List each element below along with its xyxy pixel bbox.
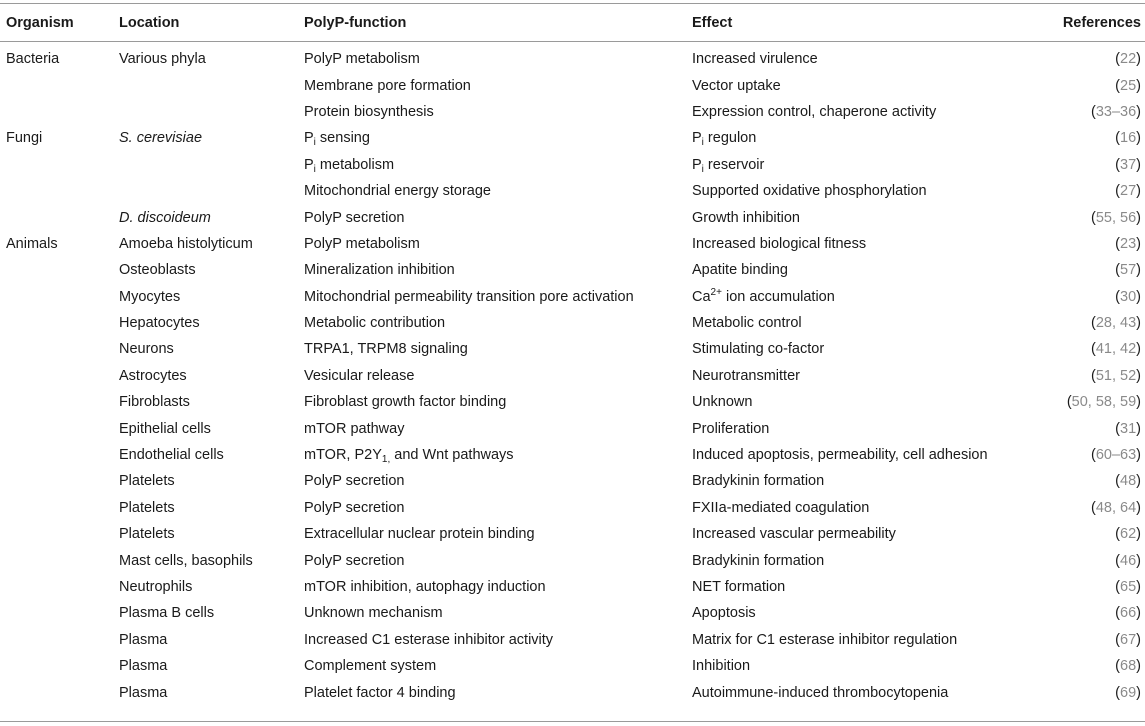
table-row (0, 72, 1145, 98)
cell-polyp-function: Fibroblast growth factor binding (304, 394, 507, 411)
cell-effect: FXIIa-mediated coagulation (692, 499, 870, 516)
cell-location: Fibroblasts (119, 394, 190, 411)
cell-location: Plasma (119, 658, 168, 675)
reference-link[interactable]: 41, 42 (1095, 341, 1137, 358)
cell-organism (0, 521, 119, 547)
cell-organism (0, 679, 119, 705)
reference-link[interactable]: 66 (1120, 605, 1137, 622)
header-organism: Organism (6, 14, 74, 31)
cell-organism: Fungi (6, 130, 43, 147)
cell-location (119, 99, 304, 125)
cell-organism (0, 99, 119, 125)
cell-polyp-function: Mitochondrial energy storage (304, 183, 491, 200)
cell-references: (50, 58, 59) (1066, 394, 1141, 411)
cell-location: D. discoideum (119, 209, 211, 226)
reference-link[interactable]: 68 (1120, 658, 1137, 675)
cell-location: Plasma (119, 631, 168, 648)
cell-polyp-function: Mineralization inhibition (304, 262, 455, 279)
cell-polyp-function: $P_i$ sensing (304, 130, 370, 149)
cell-polyp-function: Membrane pore formation (304, 77, 471, 94)
table-row (0, 600, 1145, 626)
cell-organism (0, 653, 119, 679)
cell-effect: Metabolic control (692, 315, 802, 332)
header-effect: Effect (692, 14, 733, 31)
reference-link[interactable]: 30 (1120, 288, 1137, 305)
header-polyp-function: PolyP-function (304, 14, 407, 31)
cell-polyp-function: PolyP secretion (304, 473, 405, 490)
cell-polyp-function: Increased C1 esterase inhibitor activity (304, 631, 554, 648)
table-row (0, 627, 1145, 653)
cell-references: (62) (1115, 526, 1141, 543)
polyp-function-table (0, 4, 1145, 706)
cell-references: (57) (1115, 262, 1141, 279)
table-row (0, 679, 1145, 705)
cell-effect: Apoptosis (692, 605, 756, 622)
cell-effect: $Ca^{2+}$ ion accumulation (692, 286, 835, 305)
reference-link[interactable]: 50, 58, 59 (1071, 394, 1137, 411)
cell-references: (30) (1115, 288, 1141, 305)
reference-link[interactable]: 48, 64 (1095, 499, 1137, 516)
cell-effect: Increased virulence (692, 51, 818, 68)
reference-link[interactable]: 46 (1120, 552, 1137, 569)
table-row (0, 152, 1145, 178)
reference-link[interactable]: 23 (1120, 235, 1137, 252)
cell-references: (67) (1115, 631, 1141, 648)
cell-effect: Increased biological fitness (692, 235, 867, 252)
table-row (0, 336, 1145, 362)
table-row (0, 495, 1145, 521)
reference-link[interactable]: 60–63 (1095, 447, 1137, 464)
cell-effect: Induced apoptosis, permeability, cell adhesion (692, 447, 988, 464)
cell-organism: Animals (6, 235, 58, 252)
table-row (0, 415, 1145, 441)
table-row (0, 574, 1145, 600)
cell-polyp-function: Extracellular nuclear protein binding (304, 526, 535, 543)
cell-location: Epithelial cells (119, 420, 211, 437)
cell-effect: $P_i$ regulon (692, 130, 757, 149)
cell-location: S. cerevisiae (119, 130, 203, 147)
cell-polyp-function: Protein biosynthesis (304, 103, 434, 120)
cell-organism (0, 257, 119, 283)
cell-location: Neurons (119, 341, 174, 358)
cell-location: Plasma (119, 684, 168, 701)
cell-effect: Supported oxidative phosphorylation (692, 183, 927, 200)
cell-location: Myocytes (119, 288, 181, 305)
table-row (0, 468, 1145, 494)
reference-link[interactable]: 33–36 (1095, 103, 1137, 120)
cell-effect: Inhibition (692, 658, 751, 675)
cell-effect: $P_i$ reservoir (692, 156, 765, 175)
reference-link[interactable]: 55, 56 (1095, 209, 1137, 226)
cell-polyp-function: PolyP secretion (304, 552, 405, 569)
cell-effect: Unknown (692, 394, 753, 411)
reference-link[interactable]: 67 (1120, 631, 1137, 648)
cell-location: Endothelial cells (119, 447, 224, 464)
cell-location: Platelets (119, 499, 175, 516)
cell-effect: Bradykinin formation (692, 473, 825, 490)
table-row (0, 204, 1145, 230)
cell-location: Plasma B cells (119, 605, 215, 622)
reference-link[interactable]: 27 (1120, 183, 1137, 200)
cell-references: (68) (1115, 658, 1141, 675)
cell-references: (55, 56) (1090, 209, 1141, 226)
table-row (0, 257, 1145, 283)
cell-polyp-function: mTOR, $P2Y_{1,}$ and Wnt pathways (304, 447, 514, 466)
table-row (0, 310, 1145, 336)
cell-references: (31) (1115, 420, 1141, 437)
cell-polyp-function: Vesicular release (304, 367, 415, 384)
cell-references: (48, 64) (1090, 499, 1141, 516)
cell-organism (0, 284, 119, 310)
reference-link[interactable]: 57 (1120, 262, 1137, 279)
table-bottom-rule (0, 721, 1145, 722)
cell-effect: Matrix for C1 esterase inhibitor regulation (692, 631, 958, 648)
reference-link[interactable]: 22 (1120, 51, 1137, 68)
cell-organism: Bacteria (6, 51, 60, 68)
cell-location: Mast cells, basophils (119, 552, 253, 569)
table-row (0, 125, 1145, 151)
cell-polyp-function: PolyP secretion (304, 209, 405, 226)
cell-effect: Apatite binding (692, 262, 788, 279)
table-row (0, 653, 1145, 679)
cell-polyp-function: $P_i$ metabolism (304, 156, 395, 175)
reference-link[interactable]: 65 (1120, 579, 1137, 595)
cell-effect: Bradykinin formation (692, 552, 825, 569)
cell-organism (0, 389, 119, 415)
reference-link[interactable]: 31 (1120, 420, 1137, 437)
table-row (0, 547, 1145, 573)
cell-location (119, 72, 304, 98)
cell-location: Osteoblasts (119, 262, 196, 279)
cell-references: (65) (1115, 579, 1141, 595)
cell-polyp-function: Mitochondrial permeability transition pore activation (304, 288, 634, 305)
cell-organism (0, 363, 119, 389)
cell-effect: Growth inhibition (692, 209, 800, 226)
cell-location: Hepatocytes (119, 315, 200, 332)
cell-effect: Autoimmune-induced thrombocytopenia (692, 684, 949, 701)
cell-organism (0, 442, 119, 468)
cell-organism (0, 627, 119, 653)
cell-organism (0, 547, 119, 573)
cell-effect: Proliferation (692, 420, 770, 437)
cell-organism (0, 72, 119, 98)
cell-references: (23) (1115, 235, 1141, 252)
cell-effect: Expression control, chaperone activity (692, 103, 937, 120)
reference-link[interactable]: 69 (1120, 684, 1137, 701)
cell-location (119, 178, 304, 204)
cell-polyp-function: Complement system (304, 658, 437, 675)
cell-references: (69) (1115, 684, 1141, 701)
cell-organism (0, 310, 119, 336)
cell-effect: Increased vascular permeability (692, 526, 896, 543)
cell-location: Various phyla (119, 51, 206, 68)
cell-references: (48) (1115, 473, 1141, 490)
reference-link[interactable]: 51, 52 (1095, 367, 1137, 384)
header-location: Location (119, 14, 180, 31)
header-references: References (1062, 14, 1141, 31)
cell-references: (28, 43) (1090, 315, 1141, 332)
cell-location: Astrocytes (119, 367, 187, 384)
reference-link[interactable]: 37 (1120, 156, 1137, 173)
cell-organism (0, 178, 119, 204)
cell-location: Platelets (119, 526, 175, 543)
table-row (0, 41, 1145, 72)
cell-references: (22) (1115, 51, 1141, 68)
table-header-row (0, 4, 1145, 41)
cell-effect: Stimulating co-factor (692, 341, 825, 358)
cell-polyp-function: Unknown mechanism (304, 605, 443, 622)
cell-references: (33–36) (1090, 103, 1141, 120)
cell-polyp-function: mTOR pathway (304, 420, 405, 437)
cell-organism (0, 574, 119, 600)
table-row (0, 284, 1145, 310)
cell-organism (0, 415, 119, 441)
cell-references: (25) (1115, 77, 1141, 94)
cell-polyp-function: PolyP secretion (304, 499, 405, 516)
cell-organism (0, 600, 119, 626)
cell-references: (46) (1115, 552, 1141, 569)
cell-polyp-function: Platelet factor 4 binding (304, 684, 456, 701)
cell-organism (0, 468, 119, 494)
cell-references: (66) (1115, 605, 1141, 622)
table-row (0, 442, 1145, 468)
cell-references: (16) (1115, 130, 1141, 147)
table-row (0, 231, 1145, 257)
cell-polyp-function: Metabolic contribution (304, 315, 446, 332)
cell-location: Neutrophils (119, 579, 193, 595)
table-row (0, 178, 1145, 204)
cell-effect: Vector uptake (692, 77, 781, 94)
cell-organism (0, 204, 119, 230)
cell-organism (0, 152, 119, 178)
table-row (0, 521, 1145, 547)
table-row (0, 389, 1145, 415)
cell-location: Platelets (119, 473, 175, 490)
table-row (0, 363, 1145, 389)
reference-link[interactable]: 25 (1120, 77, 1137, 94)
cell-polyp-function: mTOR inhibition, autophagy induction (304, 579, 546, 595)
cell-references: (37) (1115, 156, 1141, 173)
cell-organism (0, 336, 119, 362)
cell-location (119, 152, 304, 178)
reference-link[interactable]: 48 (1120, 473, 1137, 490)
cell-polyp-function: PolyP metabolism (304, 51, 420, 68)
reference-link[interactable]: 62 (1120, 526, 1137, 543)
cell-location: Amoeba histolyticum (119, 235, 253, 252)
cell-references: (41, 42) (1090, 341, 1141, 358)
cell-effect: NET formation (692, 579, 786, 595)
cell-effect: Neurotransmitter (692, 367, 800, 384)
cell-organism (0, 495, 119, 521)
cell-polyp-function: TRPA1, TRPM8 signaling (304, 341, 468, 358)
cell-references: (51, 52) (1090, 367, 1141, 384)
reference-link[interactable]: 16 (1120, 130, 1137, 147)
cell-polyp-function: PolyP metabolism (304, 235, 420, 252)
cell-references: (27) (1115, 183, 1141, 200)
table-row (0, 99, 1145, 125)
cell-references: (60–63) (1090, 447, 1141, 464)
table-body (0, 41, 1145, 706)
reference-link[interactable]: 28, 43 (1095, 315, 1137, 332)
